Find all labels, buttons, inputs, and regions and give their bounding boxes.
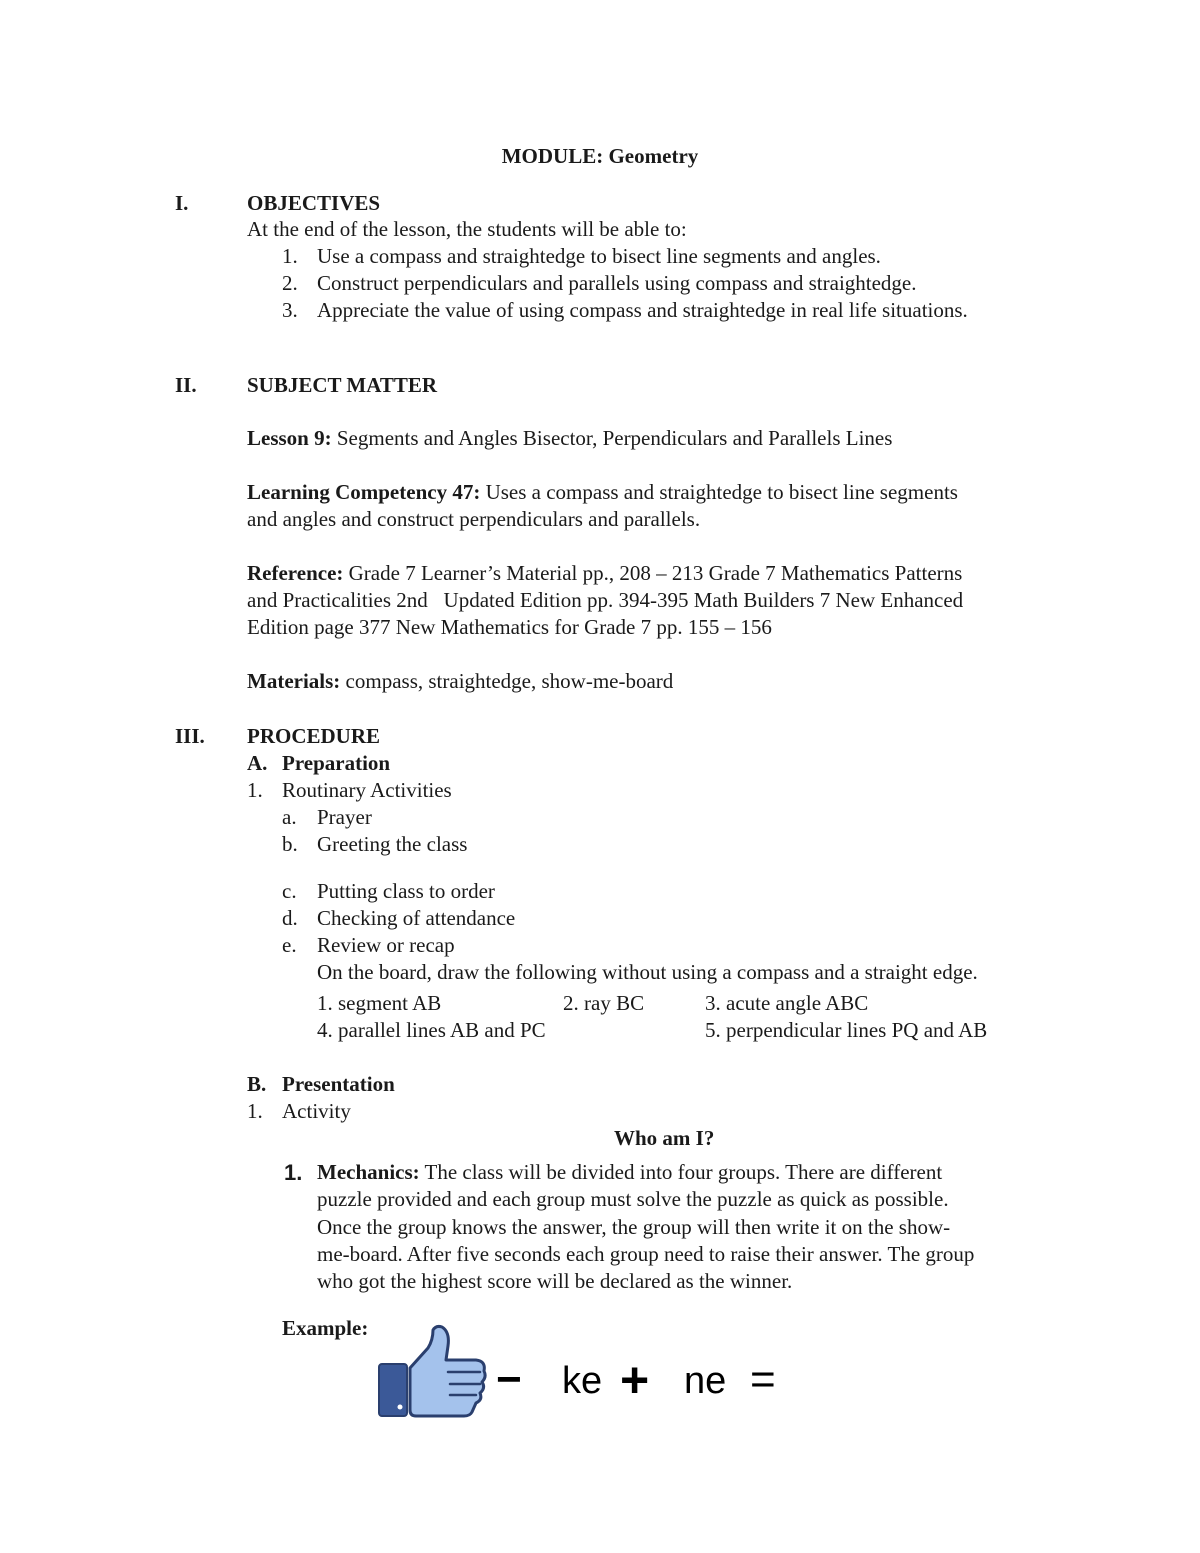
competency-label: Learning Competency 47: [247, 480, 481, 504]
routine-item: Putting class to order [317, 879, 495, 903]
review-task: 1. segment AB [317, 991, 442, 1015]
routine-item-letter: b. [282, 832, 298, 856]
thumbs-up-icon [376, 1324, 488, 1420]
routine-label: Routinary Activities [282, 778, 452, 802]
routine-item: Prayer [317, 805, 372, 829]
routine-item: Greeting the class [317, 832, 468, 856]
objectives-heading: OBJECTIVES [247, 191, 381, 215]
materials-text: compass, straightedge, show-me-board [345, 669, 674, 693]
activity-title: Who am I? [614, 1126, 715, 1150]
part-a-letter: A. [247, 751, 268, 775]
objective-num: 3. [282, 298, 298, 322]
objectives-intro: At the end of the lesson, the students will be able to: [247, 217, 687, 241]
materials-label: Materials: [247, 669, 341, 693]
part-b-letter: B. [247, 1072, 267, 1096]
reference-text-continued: Edition page 377 New Mathematics for Grade 7 pp. 155 – 156 [247, 615, 772, 639]
routine-item-letter: c. [282, 879, 297, 903]
mechanics-text: Once the group knows the answer, the group will then write it on the show- [317, 1215, 951, 1239]
objective-item: Construct perpendiculars and parallels using compass and straightedge. [317, 271, 917, 295]
routine-item-letter: d. [282, 906, 298, 930]
competency-text: Uses a compass and straightedge to bisect line segments [485, 480, 958, 504]
mechanics-text: puzzle provided and each group must solve the puzzle as quick as possible. [317, 1187, 949, 1211]
routine-item: Checking of attendance [317, 906, 516, 930]
objective-item: Use a compass and straightedge to bisect line segments and angles. [317, 244, 881, 268]
part-a-title: Preparation [282, 751, 391, 775]
section-numeral-procedure: III. [175, 724, 205, 748]
review-instruction: On the board, draw the following without using a compass and a straight edge. [317, 960, 978, 984]
activity-label: Activity [282, 1099, 351, 1123]
lesson-line [247, 425, 892, 452]
reference-text: Grade 7 Learner’s Material pp., 208 – 213 Grade 7 Mathematics Patterns [348, 561, 963, 585]
mechanics-text: me-board. After five seconds each group need to raise their answer. The group [317, 1242, 975, 1266]
mechanics-num: 1. [284, 1160, 303, 1185]
objective-num: 2. [282, 271, 298, 295]
plus-sign: + [620, 1352, 650, 1408]
activity-num: 1. [247, 1099, 263, 1123]
objective-num: 1. [282, 244, 298, 268]
section-numeral-subject-matter: II. [175, 373, 197, 397]
reference-text-continued: and Practicalities 2nd Updated Edition pp. 394-395 Math Builders 7 New Enhanced [247, 588, 964, 612]
procedure-heading: PROCEDURE [247, 724, 381, 748]
minus-sign: − [496, 1355, 522, 1404]
competency-line [247, 479, 958, 506]
section-numeral-objectives: I. [175, 191, 189, 215]
module-title: MODULE: Geometry [501, 144, 699, 168]
routine-item: Review or recap [317, 933, 455, 957]
puzzle-part: ke [562, 1360, 603, 1402]
mechanics-label: Mechanics: [317, 1160, 420, 1184]
puzzle-part: ne [684, 1360, 727, 1402]
equals-sign: = [750, 1355, 776, 1404]
routine-num: 1. [247, 778, 263, 802]
materials-line [247, 668, 673, 695]
review-task: 5. perpendicular lines PQ and AB [705, 1018, 988, 1042]
lesson-text: Segments and Angles Bisector, Perpendiculars and Parallels Lines [336, 426, 893, 450]
mechanics-text: The class will be divided into four groups. There are different [424, 1160, 943, 1184]
reference-label: Reference: [247, 561, 344, 585]
subject-matter-heading: SUBJECT MATTER [247, 373, 438, 397]
mechanics-line [317, 1159, 942, 1186]
competency-text-continued: and angles and construct perpendiculars and parallels. [247, 507, 701, 531]
part-b-title: Presentation [282, 1072, 395, 1096]
reference-line [247, 560, 962, 587]
routine-item-letter: a. [282, 805, 297, 829]
review-task: 4. parallel lines AB and PC [317, 1018, 546, 1042]
review-task: 3. acute angle ABC [705, 991, 869, 1015]
mechanics-text: who got the highest score will be declared as the winner. [317, 1269, 793, 1293]
example-label: Example: [282, 1316, 369, 1340]
objective-item: Appreciate the value of using compass and straightedge in real life situations. [317, 298, 968, 322]
routine-item-letter: e. [282, 933, 297, 957]
lesson-label: Lesson 9: [247, 426, 332, 450]
review-task: 2. ray BC [563, 991, 645, 1015]
